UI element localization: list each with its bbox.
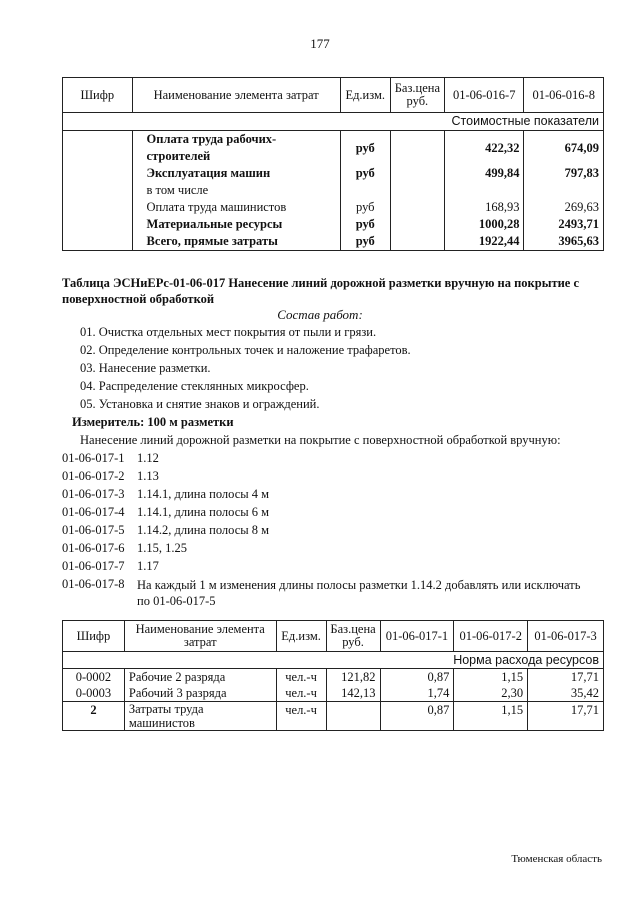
row-unit: руб: [340, 131, 390, 166]
row-unit: руб: [340, 199, 390, 216]
header-col-1: 01-06-016-7: [445, 78, 524, 113]
code-text: 1.15, 1.25: [137, 541, 187, 555]
table-row: [63, 233, 604, 251]
code-text-continued: по 01-06-017-5: [137, 594, 216, 608]
table-row: [63, 182, 604, 199]
code-text: На каждый 1 м изменения длины полосы разметки 1.14.2 добавлять или исключать: [137, 578, 581, 592]
table-row: [63, 216, 604, 233]
row-name: Затраты труда машинистов: [124, 702, 276, 731]
row-value-3: 35,42: [528, 685, 604, 702]
row-price: [326, 702, 380, 731]
code-item: [62, 451, 159, 466]
table-header-row: [63, 621, 604, 652]
row-value-1: 0,87: [380, 669, 454, 686]
row-unit: чел.-ч: [276, 669, 326, 686]
code-item: [62, 577, 607, 609]
row-value-1: 1000,28: [445, 216, 524, 233]
code: 01-06-017-6: [62, 541, 125, 555]
row-value-1: 1,74: [380, 685, 454, 702]
description: Нанесение линий дорожной разметки на покрытие с поверхностной обработкой вручную:: [80, 433, 561, 447]
row-name: Материальные ресурсы: [132, 216, 340, 233]
row-price: 142,13: [326, 685, 380, 702]
row-value-2: 269,63: [524, 199, 604, 216]
row-value-2: 1,15: [454, 669, 528, 686]
code: 01-06-017-2: [62, 469, 125, 483]
work-item: 04. Распределение стеклянных микросфер.: [80, 379, 309, 393]
row-value-2: 674,09: [524, 131, 604, 166]
footer-region: Тюменская область: [511, 853, 602, 865]
row-value-2: 1,15: [454, 702, 528, 731]
subheader: Норма расхода ресурсов: [63, 652, 604, 669]
code-text: 1.14.1, длина полосы 4 м: [137, 487, 270, 501]
code-item: [62, 487, 269, 502]
work-item: 03. Нанесение разметки.: [80, 361, 211, 375]
table-row: [63, 131, 604, 166]
unit-of-measure: Измеритель: 100 м разметки: [72, 415, 234, 429]
work-composition-title: Состав работ:: [277, 307, 363, 322]
header-unit: Ед.изм.: [276, 621, 326, 652]
code-text: 1.14.2, длина полосы 8 м: [137, 523, 270, 537]
header-name: Наименование элемента затрат: [132, 78, 340, 113]
row-value-1: 168,93: [445, 199, 524, 216]
cost-table: [62, 77, 604, 251]
table-row: [63, 702, 604, 731]
row-unit: руб: [340, 216, 390, 233]
code-text: 1.13: [137, 469, 159, 483]
table-title: Таблица ЭСНиЕРс-01-06-017 Нанесение линий дорожной разметки вручную на покрытие с поверхностной обработкой: [62, 276, 580, 306]
row-code: 0-0002: [63, 669, 125, 686]
row-value-2: 2493,71: [524, 216, 604, 233]
row-value-1: 499,84: [445, 165, 524, 182]
row-code: 0-0003: [63, 685, 125, 702]
page-number: 177: [310, 36, 330, 51]
row-price: 121,82: [326, 669, 380, 686]
code-text: 1.14.1, длина полосы 6 м: [137, 505, 270, 519]
row-code: 2: [63, 702, 125, 731]
row-unit: руб: [340, 233, 390, 251]
header-unit: Ед.изм.: [340, 78, 390, 113]
code-item: [62, 469, 159, 484]
header-col-3: 01-06-017-3: [528, 621, 604, 652]
row-value-1: 422,32: [445, 131, 524, 166]
code-text: 1.17: [137, 559, 159, 573]
table-row: [63, 685, 604, 702]
work-item: 02. Определение контрольных точек и наложение трафаретов.: [80, 343, 411, 357]
code-text: 1.12: [137, 451, 159, 465]
header-col-2: 01-06-016-8: [524, 78, 604, 113]
header-base-price: Баз.цена руб.: [390, 78, 444, 113]
code: 01-06-017-4: [62, 505, 125, 519]
header-col-1: 01-06-017-1: [380, 621, 454, 652]
row-name: Оплата труда рабочих-строителей: [132, 131, 340, 166]
row-value-2: 3965,63: [524, 233, 604, 251]
table-row: [63, 199, 604, 216]
code: 01-06-017-8: [62, 577, 125, 591]
work-item: 05. Установка и снятие знаков и ограждений.: [80, 397, 320, 411]
code-item: [62, 505, 269, 520]
row-value-1: 0,87: [380, 702, 454, 731]
row-value-3: 17,71: [528, 669, 604, 686]
row-name: Рабочие 2 разряда: [124, 669, 276, 686]
header-col-2: 01-06-017-2: [454, 621, 528, 652]
code-item: [62, 559, 159, 574]
work-item: 01. Очистка отдельных мест покрытия от пыли и грязи.: [80, 325, 377, 339]
row-value-2: 797,83: [524, 165, 604, 182]
row-value-2: 2,30: [454, 685, 528, 702]
row-name: в том числе: [132, 182, 340, 199]
resource-table: [62, 620, 604, 731]
row-unit: чел.-ч: [276, 702, 326, 731]
code-item: [62, 541, 187, 556]
code: 01-06-017-5: [62, 523, 125, 537]
code-item: [62, 523, 269, 538]
row-name: Всего, прямые затраты: [132, 233, 340, 251]
code: 01-06-017-7: [62, 559, 125, 573]
subheader-row: [63, 652, 604, 669]
row-value-1: 1922,44: [445, 233, 524, 251]
row-name: Оплата труда машинистов: [132, 199, 340, 216]
code: 01-06-017-3: [62, 487, 125, 501]
row-value-3: 17,71: [528, 702, 604, 731]
code: 01-06-017-1: [62, 451, 125, 465]
row-unit: чел.-ч: [276, 685, 326, 702]
subheader: Стоимостные показатели: [63, 113, 604, 131]
row-name: Рабочий 3 разряда: [124, 685, 276, 702]
header-code: Шифр: [63, 78, 133, 113]
subheader-row: [63, 113, 604, 131]
row-name: Эксплуатация машин: [132, 165, 340, 182]
table-header-row: [63, 78, 604, 113]
table-row: [63, 165, 604, 182]
row-unit: руб: [340, 165, 390, 182]
header-name: Наименование элемента затрат: [124, 621, 276, 652]
header-base-price: Баз.цена руб.: [326, 621, 380, 652]
table-row: [63, 669, 604, 686]
header-code: Шифр: [63, 621, 125, 652]
